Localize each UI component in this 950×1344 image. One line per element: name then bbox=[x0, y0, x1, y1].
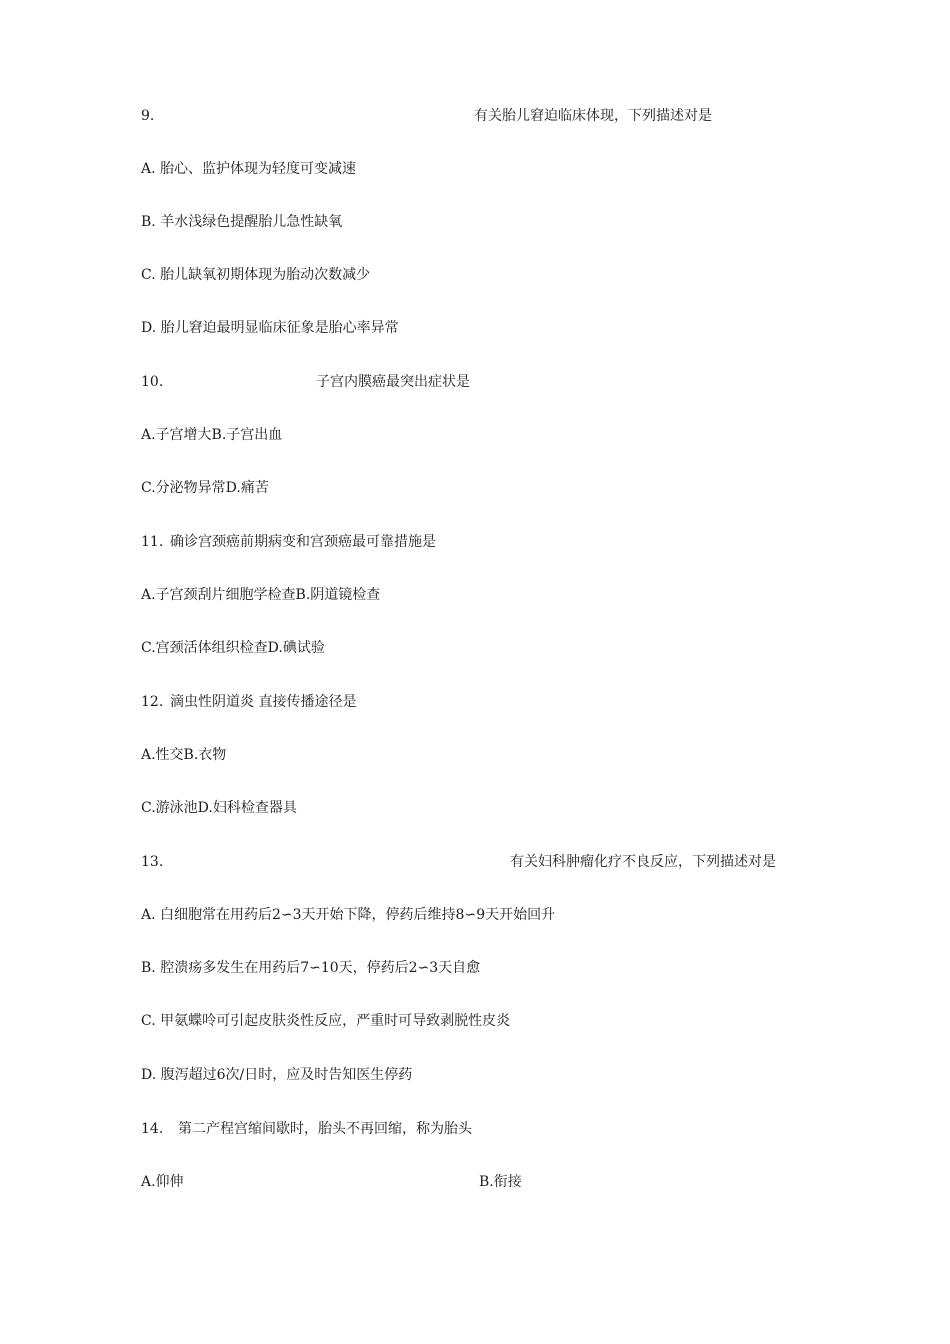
question-14-option-b: B.衔接 bbox=[479, 1174, 522, 1190]
question-13-option-a: A. 白细胞常在用药后2∽3天开始下降，停药后维持8∽9天开始回升 bbox=[141, 907, 556, 923]
question-13-option-c: C. 甲氨蝶呤可引起皮肤炎性反应，严重时可导致剥脱性皮炎 bbox=[141, 1013, 511, 1029]
question-12-options-ab: A.性交B.衣物 bbox=[141, 747, 227, 763]
question-14-option-a: A.仰伸 bbox=[141, 1174, 184, 1190]
question-14-stem: 第二产程宫缩间歇时，胎头不再回缩，称为胎头 bbox=[178, 1121, 472, 1137]
question-14-number: 14. bbox=[141, 1121, 164, 1137]
question-9-option-d: D. 胎儿窘迫最明显临床征象是胎心率异常 bbox=[141, 320, 399, 336]
question-11-options-ab: A.子宫颈刮片细胞学检查B.阴道镜检查 bbox=[141, 587, 381, 603]
question-10-number: 10. bbox=[141, 374, 164, 390]
question-9-option-a: A. 胎心、监护体现为轻度可变减速 bbox=[141, 161, 357, 177]
question-12-stem: 滴虫性阴道炎 直接传播途径是 bbox=[170, 694, 357, 710]
question-12-options-cd: C.游泳池D.妇科检查器具 bbox=[141, 800, 297, 816]
question-9-option-b: B. 羊水浅绿色提醒胎儿急性缺氧 bbox=[141, 214, 343, 230]
question-10-options-ab: A.子宫增大B.子宫出血 bbox=[141, 427, 283, 443]
question-13-stem: 有关妇科肿瘤化疗不良反应，下列描述对是 bbox=[510, 854, 776, 870]
question-13-option-d: D. 腹泻超过6次/日时，应及时告知医生停药 bbox=[141, 1067, 413, 1083]
question-10-stem: 子宫内膜癌最突出症状是 bbox=[316, 374, 470, 390]
question-12-number: 12. bbox=[141, 694, 164, 710]
question-11-stem: 确诊宫颈癌前期病变和宫颈癌最可靠措施是 bbox=[170, 534, 436, 550]
question-13-option-b: B. 腔溃疡多发生在用药后7∽10天，停药后2∽3天自愈 bbox=[141, 960, 481, 976]
question-13-number: 13. bbox=[141, 854, 164, 870]
question-11-number: 11. bbox=[141, 534, 164, 550]
question-9-number: 9. bbox=[141, 108, 155, 124]
question-9-stem: 有关胎儿窘迫临床体现，下列描述对是 bbox=[474, 108, 712, 124]
question-9-option-c: C. 胎儿缺氧初期体现为胎动次数减少 bbox=[141, 267, 371, 283]
question-10-options-cd: C.分泌物异常D.痛苦 bbox=[141, 480, 269, 496]
question-11-options-cd: C.宫颈活体组织检查D.碘试验 bbox=[141, 640, 325, 656]
